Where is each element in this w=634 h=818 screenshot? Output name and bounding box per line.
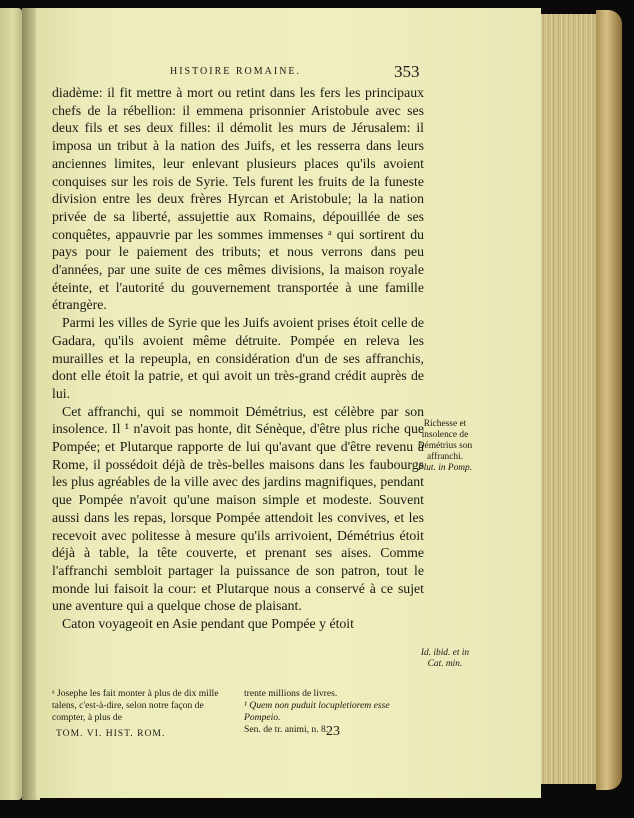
margin-note-text: Richesse et insolence de Démétrius son affranchi.	[417, 419, 473, 462]
footnote-source: Sen. de tr. animi, n. 8.	[244, 724, 329, 735]
facing-page-edge	[0, 8, 22, 800]
margin-note	[413, 419, 477, 474]
volume-signature: TOM. VI. HIST. ROM.	[56, 728, 166, 739]
running-head: HISTOIRE ROMAINE.	[170, 66, 302, 77]
page-number: 353	[394, 62, 420, 81]
footnote-left: ᵃ Josephe les fait monter à plus de dix mille talens, c'est-à-dire, selon notre façon de compter, à plus de	[52, 688, 219, 723]
book-page	[36, 8, 541, 798]
signature-mark: 23	[326, 724, 340, 739]
paragraph: Caton voyageoit en Asie pendant que Pompée y étoit	[62, 616, 354, 632]
margin-note-reference: Plut. in Pomp.	[417, 463, 473, 473]
footnote-quote-text: ¹ Quem non puduit locupletiorem esse Pompeio.	[244, 700, 390, 723]
footnote-quote	[244, 700, 424, 724]
body-text	[52, 84, 424, 633]
paragraph: Cet affranchi, qui se nommoit Démétrius, est célèbre par son insolence. Il ¹ n'avoit pas honte, dit Sénèque, d'être plus riche que Pompée; et Plutarque rapporte de lui qu'avant que d'être revenu à Rome, il possédoit déjà de très-belles maisons dans les faubourgs les plus agréables de la ville avec des jardins magnifiques, pendant que Pompée n'avoit qu'une maison simple et modeste. Souvent aussi dans les repas, lorsque Pompée attendoit les convives, et les recevoit avec politesse à mesure qu'ils arrivoient, Démétrius étoit déjà à table, la tête couverte, et prenant ses aises. Comme l'affranchi sembloit partager la puissance de son patron, tout le monde lui faisoit la cour: et Plutarque nous a conservé à ce sujet une aventure qui a quelque chose de plaisant.	[52, 403, 424, 614]
paragraph: Parmi les villes de Syrie que les Juifs avoient prises étoit celle de Gadara, qu'ils avoient même détruite. Pompée en releva les murailles et la repeupla, en considération d'un de ses affranchis, dont elle étoit la patrie, et qui avoit un très-grand crédit auprès de lui.	[52, 315, 424, 401]
paragraph: diadème: il fit mettre à mort ou retint dans les fers les principaux chefs de la rébellion: il emmena prisonnier Aristobule avec ses deux fils et ses deux filles: il démolit les murs de Jérusalem: il imposa un tribut à la nation des Juifs, et les resserra dans leurs anciennes limites, leur enlevant plusieurs places qu'ils avoient conquises sur les rois de Syrie. Tels furent les fruits de la funeste division entre les deux frères Hyrcan et Aristobule; la la nation privée de sa liberté, assujettie aux Romains, dépouillée de ses conquêtes, appauvrie par les sommes immenses ᵃ qui sortirent du pays pour le paiement des tributs; et nous verrons dans peu d'années, par une suite de ces mêmes divisions, la maison royale éteinte, et l'autorité du gouvernement transportée à une famille étrangère.	[52, 85, 424, 313]
footnote-continuation: trente millions de livres.	[244, 688, 338, 699]
book-cover-edge	[596, 10, 622, 790]
margin-note: Id. ibid. et in Cat. min.	[420, 648, 470, 669]
